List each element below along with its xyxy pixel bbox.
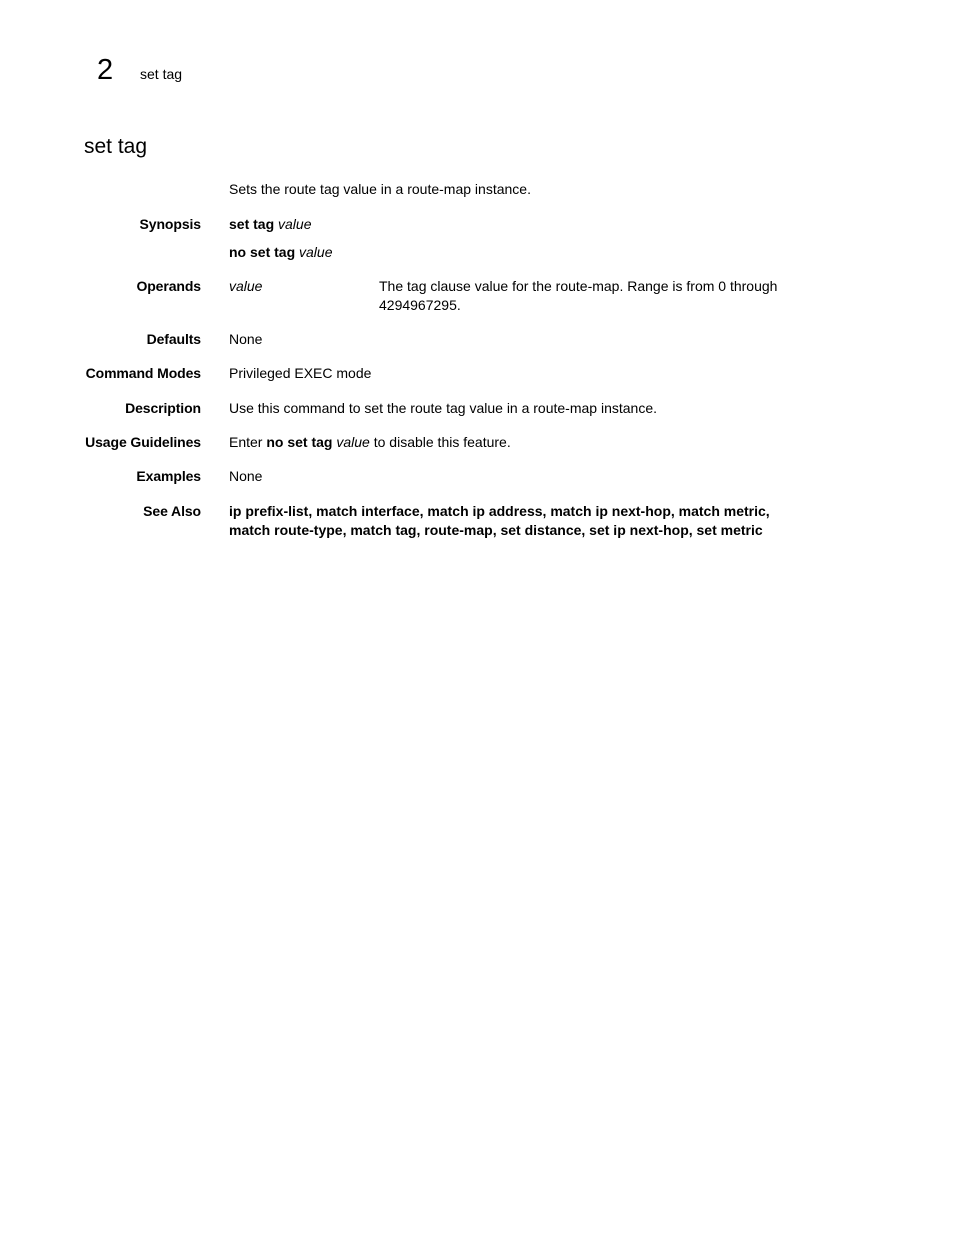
synopsis-argument: value [278,216,312,232]
command-modes-label: Command Modes [85,365,201,381]
running-head: set tag [140,66,183,82]
synopsis-no-argument: value [299,244,333,260]
intro-text: Sets the route tag value in a route-map instance. [229,181,531,197]
usage-pre-text: Enter [229,434,263,450]
page-title: set tag [84,135,148,158]
usage-command: no set tag [266,434,333,450]
synopsis-label: Synopsis [139,216,201,232]
description-text: Use this command to set the route tag value in a route-map instance. [229,400,658,416]
examples-label: Examples [136,468,201,484]
operand-description: The tag clause value for the route-map. Range is from 0 through 4294967295. [379,278,778,313]
synopsis-line-no [229,243,809,262]
see-also-links[interactable]: ip prefix-list, match interface, match ip address, match ip next-hop, match metric, match route-type, match tag, route-map, set distance, set ip next-hop, set metric [229,503,770,538]
synopsis-line-set [229,215,809,234]
usage-guidelines-label: Usage Guidelines [85,434,201,450]
examples-text: None [229,468,263,484]
chapter-number: 2 [97,54,114,86]
command-modes-text: Privileged EXEC mode [229,365,372,381]
synopsis-no-command: no set tag [229,244,296,260]
defaults-label: Defaults [146,331,201,347]
usage-post-text: to disable this feature. [373,434,511,450]
synopsis-content [229,215,809,262]
usage-argument: value [336,434,370,450]
operands-label: Operands [136,278,201,294]
usage-guidelines-text [229,433,809,452]
operand-name: value [229,278,263,294]
description-label: Description [125,400,201,416]
synopsis-command: set tag [229,216,275,232]
see-also-label: See Also [143,503,201,519]
defaults-text: None [229,331,263,347]
